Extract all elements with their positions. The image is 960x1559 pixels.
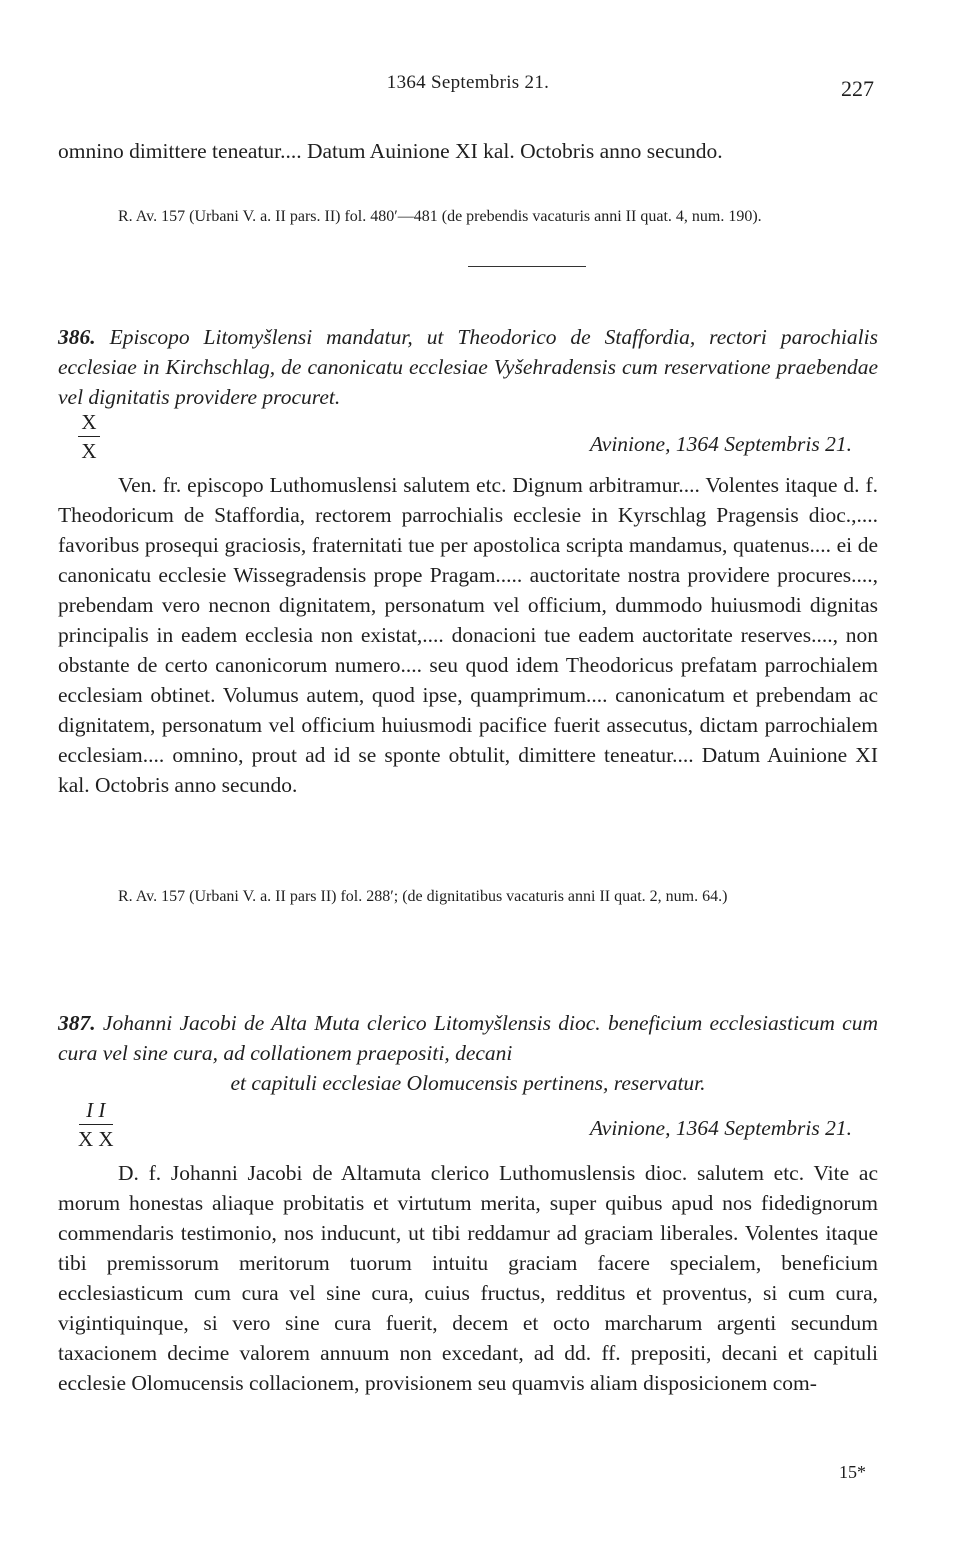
previous-document-reference: R. Av. 157 (Urbani V. a. II pars. II) fol. 480′—481 (de prebendis vacaturis anni II quat. 4, num. 190). (118, 208, 762, 225)
doc-386-dateline (58, 410, 878, 470)
running-header (58, 72, 878, 102)
doc-386-regest (58, 322, 878, 412)
doc-387-regest-last-line: et capituli ecclesiae Olomucensis pertinens, reservatur. (230, 1071, 706, 1095)
section-divider (468, 266, 586, 267)
doc-387-register-mark (78, 1098, 114, 1151)
page-number: 227 (841, 76, 874, 101)
previous-document-ending: omnino dimittere teneatur.... Datum Auinione XI kal. Octobris anno secundo. (58, 139, 723, 163)
fraction-bar (78, 436, 100, 437)
doc-387-mark-top: I I (86, 1098, 106, 1122)
doc-386-reference: R. Av. 157 (Urbani V. a. II pars II) fol. 288′; (de dignitatibus vacaturis anni II quat. 2, num. 64.) (118, 888, 728, 905)
doc-386-place-date: Avinione, 1364 Septembris 21. (589, 432, 852, 456)
doc-387-mark-bottom: X X (78, 1127, 114, 1151)
doc-387-text: D. f. Johanni Jacobi de Altamuta clerico Luthomuslensis dioc. salutem etc. Vite ac morum honestas aliaque probitatis et virtutum merita, super quibus apud nos fidedignorum commendaris testimonio, nos inducunt, ut tibi reddamur ad graciam liberales. Volentes itaque tibi premissorum meritorum tuorum intuitu graciam facere specialem, beneficium ecclesiasticum cum cura vel sine cura, cuius fructus, redditus et proventus, si cum cura, vigintiquinque, si vero sine cura fuerit, decem et octo marcharum argenti secundum taxacionem decime valorem annuum non excedant, ad dd. ff. prepositi, decani et capituli ecclesie Olomucensis collacionem, provisionem seu quamvis aliam disposicionem com- (58, 1161, 878, 1395)
doc-387-place-date: Avinione, 1364 Septembris 21. (589, 1116, 852, 1140)
doc-386-text: Ven. fr. episcopo Luthomuslensi salutem etc. Dignum arbitramur.... Volentes itaque d. f. Theodoricum de Staffordia, rectorem parrochialis ecclesie in Kyrschlag Pragensis dioc.,.... favoribus prosequi graciosis, fraternitati tue per apostolica scripta mandamus, quatenus.... ei de canonicatu ecclesie Wissegradensis prope Pragam..... auctoritate nostra providere procures...., prebendam vero necnon dignitatem, personatum vel officium, dummodo huiusmodi dignitas principalis in eadem ecclesia non existat,.... donacioni tue eadem auctoritate reserves...., non obstante de certo canonicorum numero.... seu quod idem Theodoricus prefatam parrochialem ecclesiam obtinet. Volumus autem, quod ipse, quamprimum.... canonicatum et prebendam ac dignitatem, personatum vel officium huiusmodi pacifice fuerit assecutus, dictam parrochialem ecclesiam.... omnino, prout ad id se sponte obtulit, dimittere teneatur.... Datum Auinione XI kal. Octobris anno secundo. (58, 473, 878, 797)
page (58, 0, 878, 1559)
doc-386-mark-bottom: X (81, 439, 97, 463)
doc-387-regest-text: Johanni Jacobi de Alta Muta clerico Litomyšlensis dioc. beneficium ecclesiasticum cum cura vel sine cura, ad collationem praepositi, decani (58, 1011, 878, 1065)
doc-386-mark-top: X (81, 410, 97, 434)
fraction-bar (79, 1124, 113, 1125)
doc-386-regest-text: Episcopo Litomyšlensi mandatur, ut Theodorico de Staffordia, rectori parochialis ecclesiae in Kirchschlag, de canonicatu ecclesiae Vyšehradensis cum reservatione praebendae vel dignitatis providere procuret. (58, 325, 878, 409)
doc-387-number: 387. (58, 1011, 96, 1035)
header-title: 1364 Septembris 21. (386, 72, 550, 93)
doc-387-dateline (58, 1098, 878, 1158)
doc-386-number: 386. (58, 325, 96, 349)
doc-387-regest (58, 1008, 878, 1098)
signature-mark: 15* (839, 1462, 866, 1482)
doc-386-register-mark (78, 410, 100, 463)
